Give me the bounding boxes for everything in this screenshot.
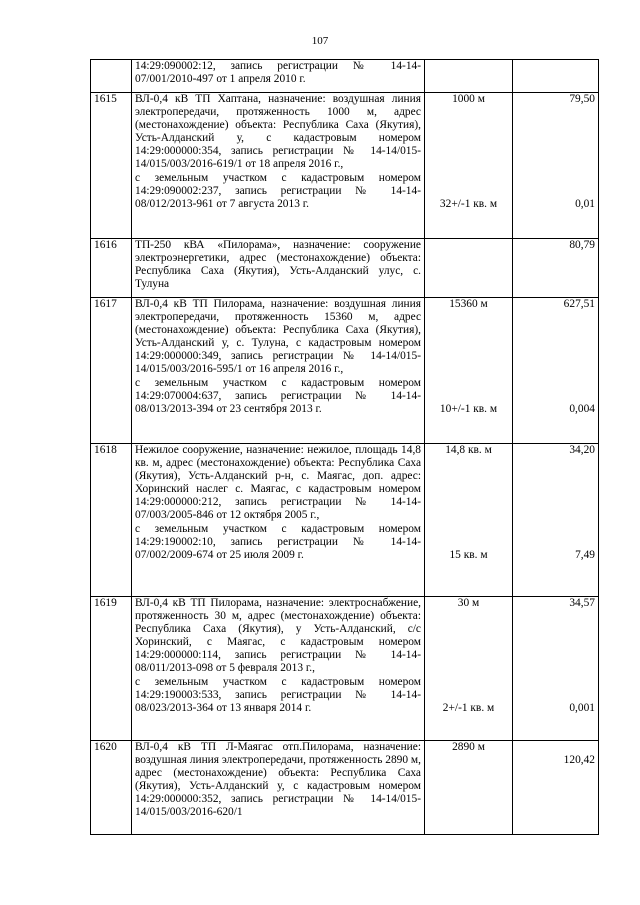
land-value: 0,004 <box>569 403 595 415</box>
row-quantity <box>425 444 513 597</box>
row-number: 1615 <box>91 93 132 239</box>
land-plot-description: с земельным участком с кадастровым номером 14:29:190002:10, запись регистрации № 14-14-07/002/2009-674 от 25 июля 2009 г. <box>135 522 421 561</box>
object-value: 34,20 <box>569 444 595 456</box>
table-row <box>91 597 599 741</box>
land-quantity: 15 кв. м <box>449 549 488 561</box>
row-number: 1617 <box>91 298 132 444</box>
object-description: ВЛ-0,4 кВ ТП Пилорама, назначение: воздушная линия электропередачи, протяженность 15360 м, адрес (местонахождение) объекта: Республика Саха (Якутия), Усть-Алданский у, с. Тулуна, с кадастровым номером 14:29:000000:349, запись регистрации № 14-14/015-14/015/003/2016-595/1 от 16 апреля 2016 г., <box>135 298 421 376</box>
row-value <box>513 298 599 444</box>
description-text: 14:29:090002:12, запись регистрации № 14-14-07/001/2010-497 от 1 апреля 2010 г. <box>135 60 421 86</box>
row-number: 1616 <box>91 239 132 298</box>
land-quantity: 10+/-1 кв. м <box>439 403 498 415</box>
row-quantity <box>425 597 513 741</box>
object-quantity: 15360 м <box>449 298 488 310</box>
page-number: 107 <box>311 35 329 47</box>
table-row <box>91 239 599 298</box>
object-quantity: 14,8 кв. м <box>445 444 492 456</box>
row-quantity <box>425 93 513 239</box>
table-row <box>91 60 599 93</box>
land-value: 0,001 <box>569 702 595 714</box>
row-value: 80,79 <box>513 239 599 298</box>
row-value <box>513 93 599 239</box>
object-description: ВЛ-0,4 кВ ТП Пилорама, назначение: электроснабжение, протяженность 30 м, адрес (местонахождение) объекта: Республика Саха (Якутия), у Усть-Алданский, с/с Хоринский, с Маягас, с кадастровым номером 14:29:000000:114, запись регистрации № 14-14-08/011/2013-098 от 5 февраля 2013 г., <box>135 597 421 675</box>
row-number: 1619 <box>91 597 132 741</box>
row-number <box>91 60 132 93</box>
row-value <box>513 741 599 835</box>
row-value <box>513 597 599 741</box>
row-value <box>513 60 599 93</box>
object-description: ВЛ-0,4 кВ ТП Л-Маягас отп.Пилорама, назначение: воздушная линия электропередачи, протяженность 2890 м, адрес (местонахождение) объекта: Республика Саха (Якутия), Усть-Алданский у, с кадастровым номером 14:29:000000:352, запись регистрации № 14-14/015-14/015/003/2016-620/1 <box>135 741 421 819</box>
object-description: ВЛ-0,4 кВ ТП Хаптана, назначение: воздушная линия электропередачи, протяженность 1000 м, адрес (местонахождение) объекта: Республика Саха (Якутия), Усть-Алданский у, с кадастровым номером 14:29:000000:354, запись регистрации № 14-14/015-14/015/003/2016-619/1 от 18 апреля 2016 г., <box>135 93 421 171</box>
land-plot-description: с земельным участком с кадастровым номером 14:29:090002:237, запись регистрации № 14-14-08/012/2013-961 от 7 августа 2013 г. <box>135 171 421 210</box>
row-quantity <box>425 239 513 298</box>
row-description <box>132 93 425 239</box>
table-row <box>91 444 599 597</box>
land-quantity: 2+/-1 кв. м <box>442 702 495 714</box>
object-value: 34,57 <box>569 597 595 609</box>
table-row <box>91 741 599 835</box>
object-description: ТП-250 кВА «Пилорама», назначение: сооружение электроэнергетики, адрес (местонахождение) объекта: Республика Саха (Якутия), Усть-Алданский улус, с. Тулуна <box>135 239 421 291</box>
object-value: 79,50 <box>569 93 595 105</box>
table-row <box>91 93 599 239</box>
object-description: Нежилое сооружение, назначение: нежилое, площадь 14,8 кв. м, адрес (местонахождение) объекта: Республика Саха (Якутия), Усть-Алданский р-н, с. Маягас, доп. адрес: Хоринский наслег с. Маягас, с кадастровым номером 14:29:000000:212, запись регистрации № 14-14-07/003/2005-846 от 12 октября 2005 г., <box>135 444 421 522</box>
land-value: 0,01 <box>575 198 595 210</box>
object-quantity: 1000 м <box>452 93 485 105</box>
row-description <box>132 60 425 93</box>
row-quantity <box>425 60 513 93</box>
property-register-table <box>90 59 599 835</box>
object-quantity: 30 м <box>457 597 480 609</box>
land-quantity: 32+/-1 кв. м <box>439 198 498 210</box>
row-description <box>132 239 425 298</box>
row-description <box>132 298 425 444</box>
row-number: 1620 <box>91 741 132 835</box>
object-value: 627,51 <box>563 298 595 310</box>
row-quantity <box>425 298 513 444</box>
row-description <box>132 597 425 741</box>
table-row <box>91 298 599 444</box>
row-number: 1618 <box>91 444 132 597</box>
land-value: 7,49 <box>575 549 595 561</box>
row-quantity: 2890 м <box>425 741 513 835</box>
land-plot-description: с земельным участком с кадастровым номером 14:29:190003:533, запись регистрации № 14-14-08/023/2013-364 от 13 января 2014 г. <box>135 675 421 714</box>
row-description <box>132 444 425 597</box>
row-value <box>513 444 599 597</box>
row-description <box>132 741 425 835</box>
object-value: 120,42 <box>563 754 595 766</box>
land-plot-description: с земельным участком с кадастровым номером 14:29:070004:637, запись регистрации № 14-14-08/013/2013-394 от 23 сентября 2013 г. <box>135 376 421 415</box>
